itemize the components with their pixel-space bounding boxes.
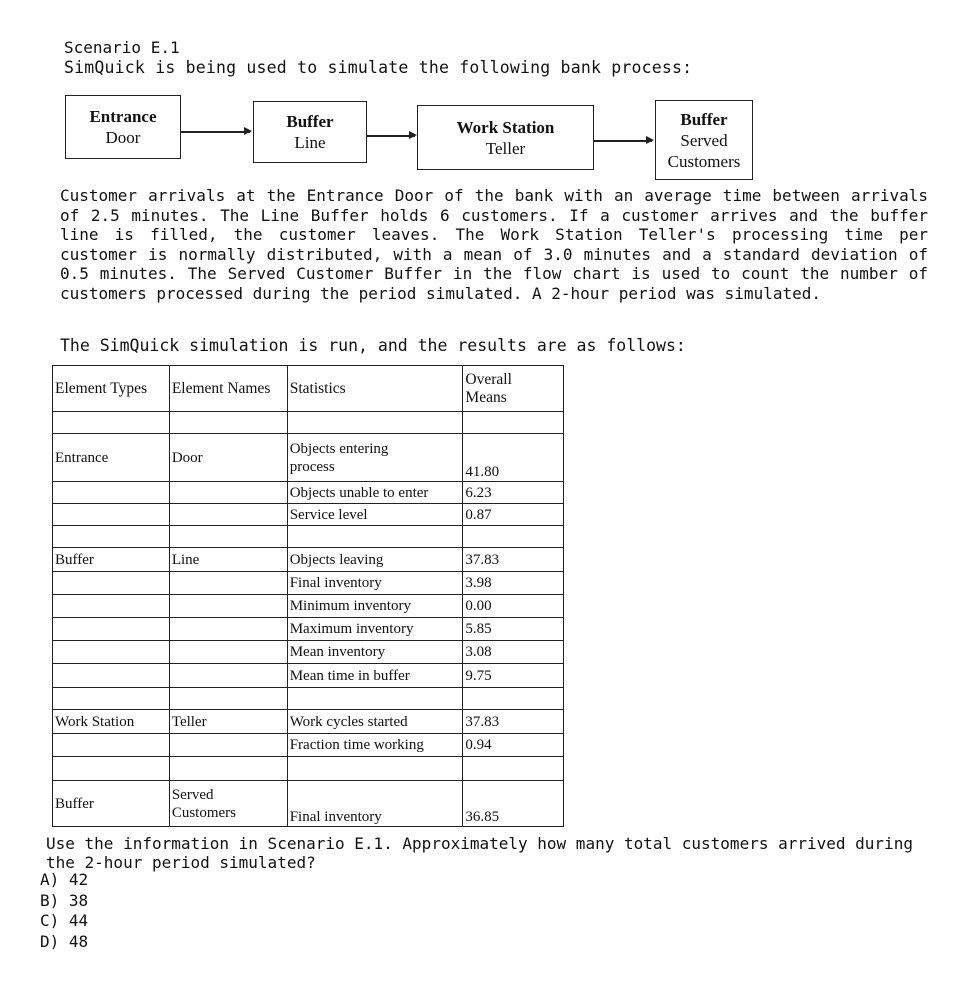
cell-statistic: Final inventory: [287, 781, 463, 827]
cell-element-name: Teller: [169, 710, 287, 734]
cell-element-name: Door: [169, 434, 287, 482]
header-element-names: Element Names: [169, 366, 287, 412]
element-name-line1: Served: [171, 786, 214, 803]
cell-element-type: Buffer: [53, 548, 170, 572]
node-title: Entrance: [89, 107, 157, 126]
table-row: [53, 641, 564, 664]
table-row: [53, 548, 564, 572]
table-row: [53, 618, 564, 641]
table-row: [53, 781, 564, 827]
cell-statistic: Service level: [287, 504, 463, 526]
cell-element-type: Entrance: [53, 434, 170, 482]
cell-mean: 3.98: [463, 572, 564, 595]
table-spacer-row: [53, 757, 564, 781]
flow-node-work-station-teller: [417, 105, 594, 170]
cell-statistic: Mean time in buffer: [287, 664, 463, 688]
flow-arrow: [367, 135, 415, 137]
description-text: Customer arrivals at the Entrance Door of the bank with an average time between arrivals of 2.5 minutes. The Line Buffer holds 6 customers. If a customer arrives and the buffer line is filled, the customer leaves. The Work Station Teller's processing time per customer is normally distributed, with a mean of 3.0 minutes and a standard deviation of 0.5 minutes. The Served Customer Buffer in the flow chart is used to count the number of customers processed during the period simulated. A 2-hour period was simulated.: [60, 186, 928, 303]
cell-mean: 6.23: [463, 482, 564, 504]
table-row: [53, 664, 564, 688]
node-subtitle: Line: [294, 133, 326, 152]
cell-mean: 3.08: [463, 641, 564, 664]
element-name-line2: Customers: [171, 804, 236, 821]
flow-arrow: [181, 131, 250, 133]
table-header-row: [53, 366, 564, 412]
cell-mean: 37.83: [463, 548, 564, 572]
answer-option-c[interactable]: [40, 911, 88, 932]
scenario-description: [60, 186, 928, 303]
flow-node-entrance-door: [65, 95, 181, 159]
answer-option-b[interactable]: [40, 891, 88, 912]
table-row: [53, 734, 564, 757]
table-spacer-row: [53, 526, 564, 548]
cell-element-type: Work Station: [53, 710, 170, 734]
flow-node-served-customers: [655, 100, 753, 180]
flow-node-buffer-line: [253, 101, 367, 163]
node-subtitle: Teller: [485, 138, 526, 158]
node-title: Buffer: [286, 112, 334, 131]
answer-label: C): [40, 911, 60, 930]
answer-label: B): [40, 890, 60, 910]
cell-statistic: [287, 434, 463, 482]
cell-statistic: Objects unable to enter: [287, 482, 463, 504]
cell-mean: 9.75: [463, 664, 564, 688]
header-overall-means-line1: Overall: [465, 370, 512, 388]
cell-mean: 41.80: [463, 434, 564, 482]
table-row: [53, 595, 564, 618]
cell-statistic: Fraction time working: [287, 734, 463, 757]
scenario-title: Scenario E.1: [64, 38, 180, 57]
cell-statistic: Final inventory: [287, 572, 463, 595]
cell-mean: 0.94: [463, 734, 564, 757]
cell-statistic: Mean inventory: [287, 641, 463, 664]
cell-element-type: Buffer: [53, 781, 170, 827]
node-subtitle: Served: [680, 130, 728, 150]
cell-mean: 5.85: [463, 618, 564, 641]
answer-value: 42: [68, 870, 89, 889]
cell-mean: 37.83: [463, 710, 564, 734]
answer-value: 44: [68, 911, 89, 930]
table-row: [53, 710, 564, 734]
cell-statistic: Work cycles started: [287, 710, 463, 734]
header-overall-means-line2: Means: [465, 388, 507, 406]
answer-value: 38: [68, 890, 89, 910]
node-subtitle: Customers: [667, 151, 741, 171]
table-row: [53, 434, 564, 482]
header-statistics: Statistics: [287, 366, 463, 412]
cell-mean: 36.85: [463, 781, 564, 827]
node-title: Buffer: [680, 109, 728, 129]
answer-options: [40, 870, 88, 952]
cell-statistic: Maximum inventory: [287, 618, 463, 641]
table-row: [53, 572, 564, 595]
answer-label: D): [40, 931, 60, 951]
answer-label: A): [40, 870, 60, 889]
statistic-line1: Objects entering: [289, 440, 389, 457]
results-table: [52, 365, 564, 827]
node-subtitle: Door: [105, 128, 141, 147]
header-element-types: Element Types: [53, 366, 170, 412]
node-title: Work Station: [456, 117, 555, 137]
cell-mean: 0.87: [463, 504, 564, 526]
cell-element-name: [169, 781, 287, 827]
answer-option-d[interactable]: [40, 932, 88, 953]
header-overall-means: [463, 366, 564, 412]
table-spacer-row: [53, 688, 564, 710]
answer-value: 48: [68, 931, 89, 951]
table-row: [53, 504, 564, 526]
table-spacer-row: [53, 412, 564, 434]
table-row: [53, 482, 564, 504]
cell-statistic: Minimum inventory: [287, 595, 463, 618]
question-text: Use the information in Scenario E.1. Approximately how many total customers arrived during the 2-hour period simulated?: [46, 834, 913, 872]
cell-element-name: Line: [169, 548, 287, 572]
cell-mean: 0.00: [463, 595, 564, 618]
cell-statistic: Objects leaving: [287, 548, 463, 572]
answer-option-a[interactable]: [40, 870, 88, 891]
results-intro: The SimQuick simulation is run, and the results are as follows:: [60, 336, 686, 355]
flow-arrow: [594, 140, 652, 142]
statistic-line2: process: [289, 458, 335, 475]
scenario-intro: SimQuick is being used to simulate the following bank process:: [64, 58, 693, 77]
